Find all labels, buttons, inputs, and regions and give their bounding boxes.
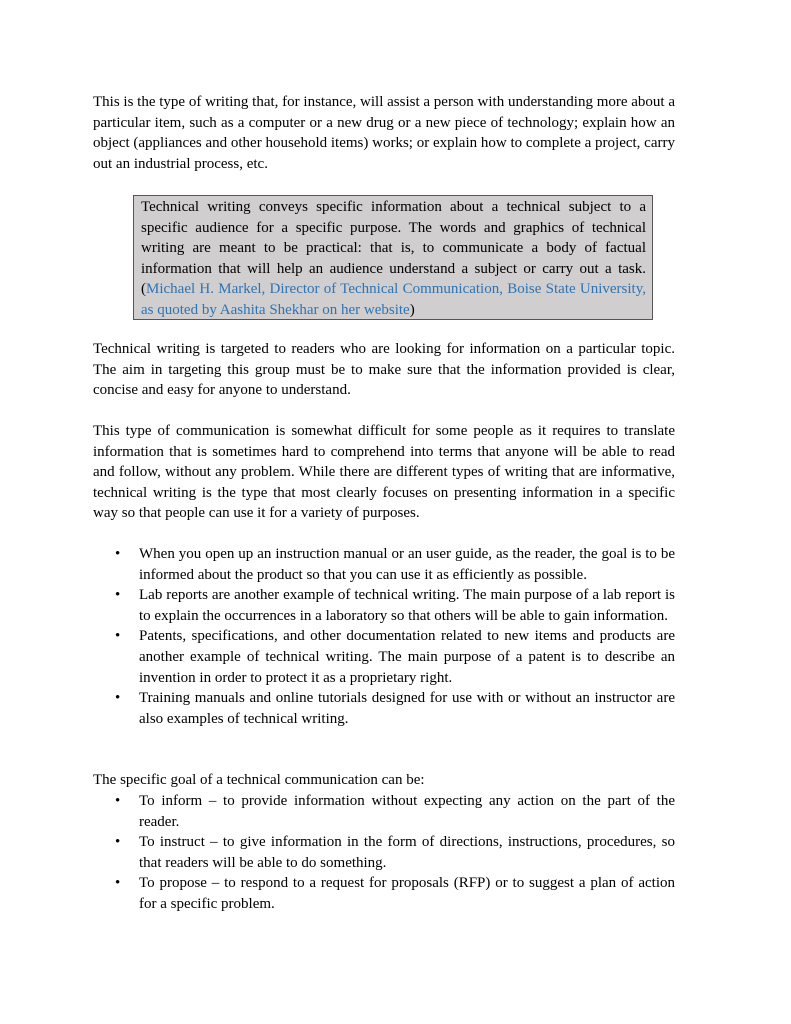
bullet-icon: •: [115, 834, 121, 851]
bullet-icon: •: [115, 546, 121, 562]
list-item-text: When you open up an instruction manual or an user guide, as the reader, the goal is to be informed about the product so that you can use it as efficiently as possible.: [139, 546, 675, 583]
list-item: [93, 626, 675, 688]
intro-paragraph: This is the type of writing that, for instance, will assist a person with understanding more about a particular item, such as a computer or a new drug or a new piece of technology; explain how an object (appliances and other household items) works; or explain how to complete a project, carry out an industrial process, etc.: [93, 94, 675, 172]
list-item-text: To inform – to provide information without expecting any action on the part of the reader.: [139, 793, 675, 830]
examples-list: [93, 544, 675, 729]
goal-intro-paragraph: The specific goal of a technical communication can be:: [93, 772, 425, 788]
list-item-text: Training manuals and online tutorials designed for use with or without an instructor are also examples of technical writing.: [139, 690, 675, 727]
bullet-icon: •: [115, 875, 121, 892]
bullet-icon: •: [115, 793, 121, 809]
quote-close: ): [409, 301, 415, 318]
list-item: [93, 832, 675, 873]
list-item-text: Patents, specifications, and other documentation related to new items and products are another example of technical writing. The main purpose of a patent is to describe an invention in order to protect it as a proprietary right.: [139, 628, 675, 686]
list-item-text: To instruct – to give information in the form of directions, instructions, procedures, so that readers will be able to do something.: [139, 834, 675, 871]
list-item: [93, 791, 675, 832]
quote-text: Technical writing conveys specific information about a technical subject to a specific audience for a specific purpose. The words and graphics of technical writing are meant to be practical: that is, to communicate a body of factual information that will help an audience understand a subject or carry out a task. (: [141, 199, 646, 298]
list-item: [93, 688, 675, 729]
quote-citation-link[interactable]: Michael H. Markel, Director of Technical Communication, Boise State University, as quoted by Aashita Shekhar on her website: [141, 281, 646, 318]
list-item: [93, 873, 675, 914]
list-item-text: To propose – to respond to a request for proposals (RFP) or to suggest a plan of action for a specific problem.: [139, 875, 675, 912]
targeted-paragraph: Technical writing is targeted to readers who are looking for information on a particular topic. The aim in targeting this group must be to make sure that the information provided is clear, concise and easy for anyone to understand.: [93, 341, 675, 399]
goals-list: [93, 791, 675, 915]
list-item: [93, 585, 675, 626]
quote-box: [133, 195, 653, 320]
bullet-icon: •: [115, 587, 121, 604]
bullet-icon: •: [115, 690, 121, 707]
difficult-paragraph: This type of communication is somewhat difficult for some people as it requires to translate information that is sometimes hard to comprehend into terms that anyone will be able to read and follow, without any problem. While there are different types of writing that are informative, technical writing is the type that most clearly focuses on presenting information in a specific way so that people can use it for a variety of purposes.: [93, 423, 675, 522]
list-item: [93, 544, 675, 585]
bullet-icon: •: [115, 628, 121, 645]
list-item-text: Lab reports are another example of technical writing. The main purpose of a lab report is to explain the occurrences in a laboratory so that others will be able to gain information.: [139, 587, 675, 624]
